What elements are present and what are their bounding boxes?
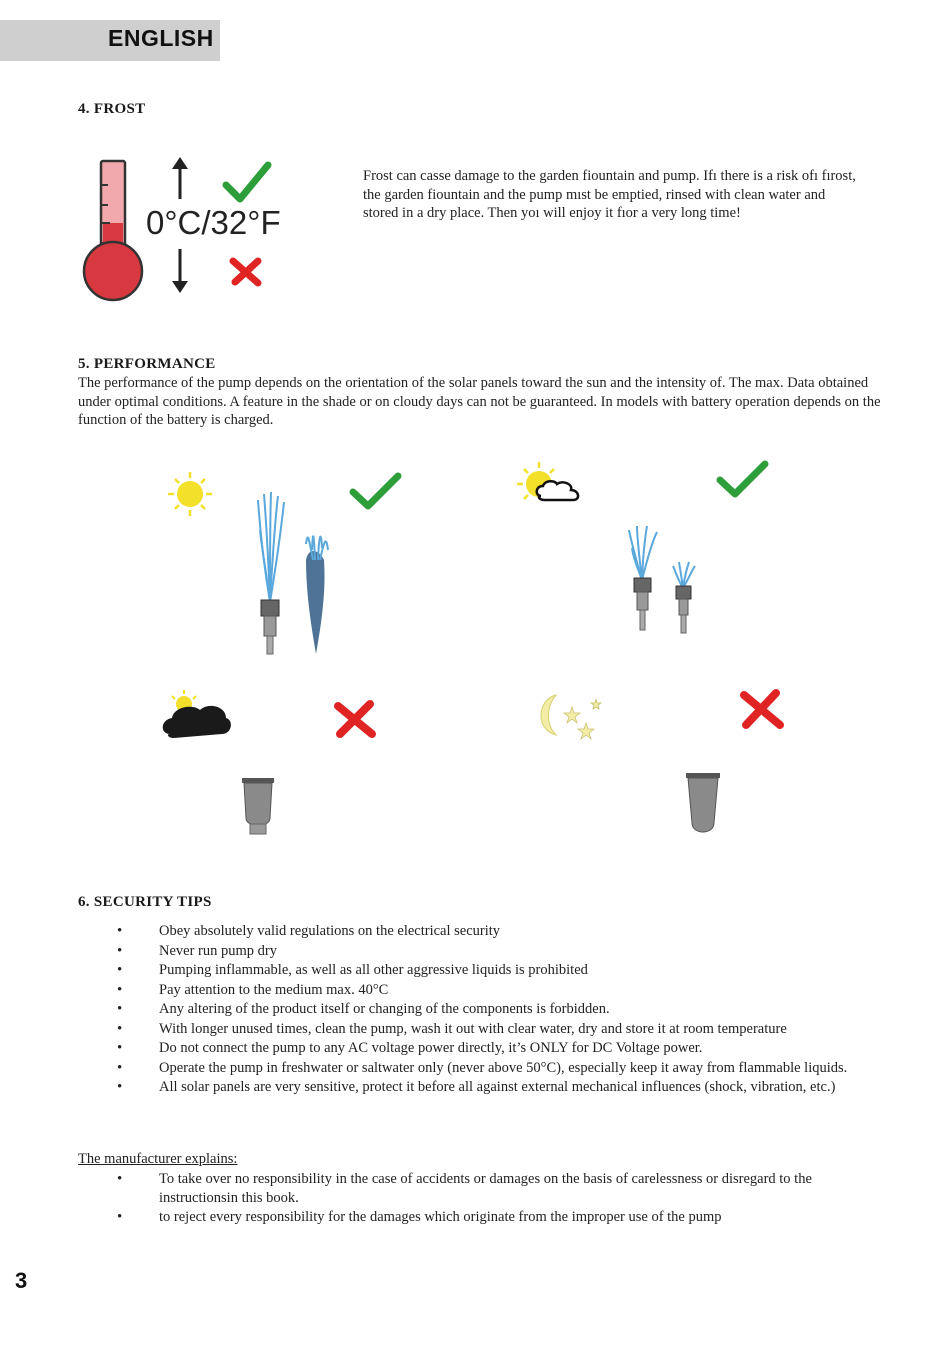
performance-text: The performance of the pump depends on the orientation of the solar panels toward the sun and the intensity of. The max. Data obtained under optimal conditions. A feature in the shade or on cloudy days can not be guaranteed. In models with battery operation depends on the function of the battery is charged.: [78, 375, 881, 428]
list-item: • Any altering of the product itself or changing of the components is forbidden.: [78, 1000, 878, 1019]
arrow-up-icon: [172, 157, 188, 199]
fountain-high-icon: [258, 492, 284, 654]
frost-heading: 4. FROST: [78, 101, 146, 117]
list-item: • Obey absolutely valid regulations on the electrical security: [78, 922, 878, 941]
page-number: 3: [15, 1268, 28, 1293]
list-item: • Do not connect the pump to any AC voltage power directly, it’s ONLY for DC Voltage power.: [78, 1039, 878, 1058]
scenario-partly-cloudy: [517, 460, 777, 640]
list-item: • to reject every responsibility for the damages which originate from the improper use of the pump: [78, 1208, 878, 1227]
manufacturer-heading: The manufacturer explains:: [78, 1151, 238, 1167]
list-item: • Pay attention to the medium max. 40°C: [78, 981, 878, 1000]
list-item: • With longer unused times, clean the pump, wash it out with clear water, dry and store it at room temperature: [78, 1020, 878, 1039]
fountain-medium-icon: [629, 526, 657, 630]
moon-stars-icon: [541, 695, 601, 739]
sun-icon: [168, 472, 212, 516]
list-item: • To take over no responsibility in the case of accidents or damages on the basis of carelessness or disregard to the instructionsin this book.: [78, 1170, 878, 1207]
language-label: ENGLISH: [108, 25, 214, 51]
fountain-off-icon: [686, 773, 720, 832]
check-icon: [226, 165, 268, 199]
performance-heading: 5. PERFORMANCE: [78, 356, 216, 372]
scenario-overcast: [160, 690, 390, 840]
security-heading: 6. SECURITY TIPS: [78, 894, 212, 910]
temperature-label: 0°C/32°F: [146, 204, 281, 241]
scenario-night: [530, 685, 800, 840]
scenario-sunny: [168, 470, 418, 660]
cross-icon: [233, 261, 258, 283]
fountain-low-icon: [673, 562, 695, 633]
check-icon: [353, 476, 398, 506]
fountain-off-icon: [242, 778, 274, 834]
arrow-down-icon: [172, 249, 188, 293]
sun-cloud-icon: [517, 462, 578, 500]
list-item: • Operate the pump in freshwater or saltwater only (never above 50°C), especially keep it away from flammable liquids.: [78, 1059, 878, 1078]
list-item: • All solar panels are very sensitive, protect it before all against external mechanical influences (shock, vibration, etc.): [78, 1078, 878, 1097]
fountain-spray-icon: [306, 536, 328, 654]
dark-cloud-icon: [163, 690, 231, 738]
cross-icon: [338, 704, 372, 734]
language-tab: [0, 20, 220, 61]
manufacturer-list: [78, 1170, 878, 1228]
check-icon: [720, 464, 765, 494]
security-tips-list: [78, 922, 878, 1098]
thermometer-icon: [84, 161, 142, 300]
list-item: • Never run pump dry: [78, 942, 878, 961]
list-item: • Pumping inflammable, as well as all other aggressive liquids is prohibited: [78, 961, 878, 980]
frost-text: Frost can casse damage to the garden fiountain and pump. Ifı there is a risk ofı fırost, the garden fiountain and the pump mıst be emptied, rinsed with clean water and stored in a dry place. Then yoı will enjoy it fıor a very long time!: [363, 168, 856, 221]
cross-icon: [744, 693, 780, 725]
